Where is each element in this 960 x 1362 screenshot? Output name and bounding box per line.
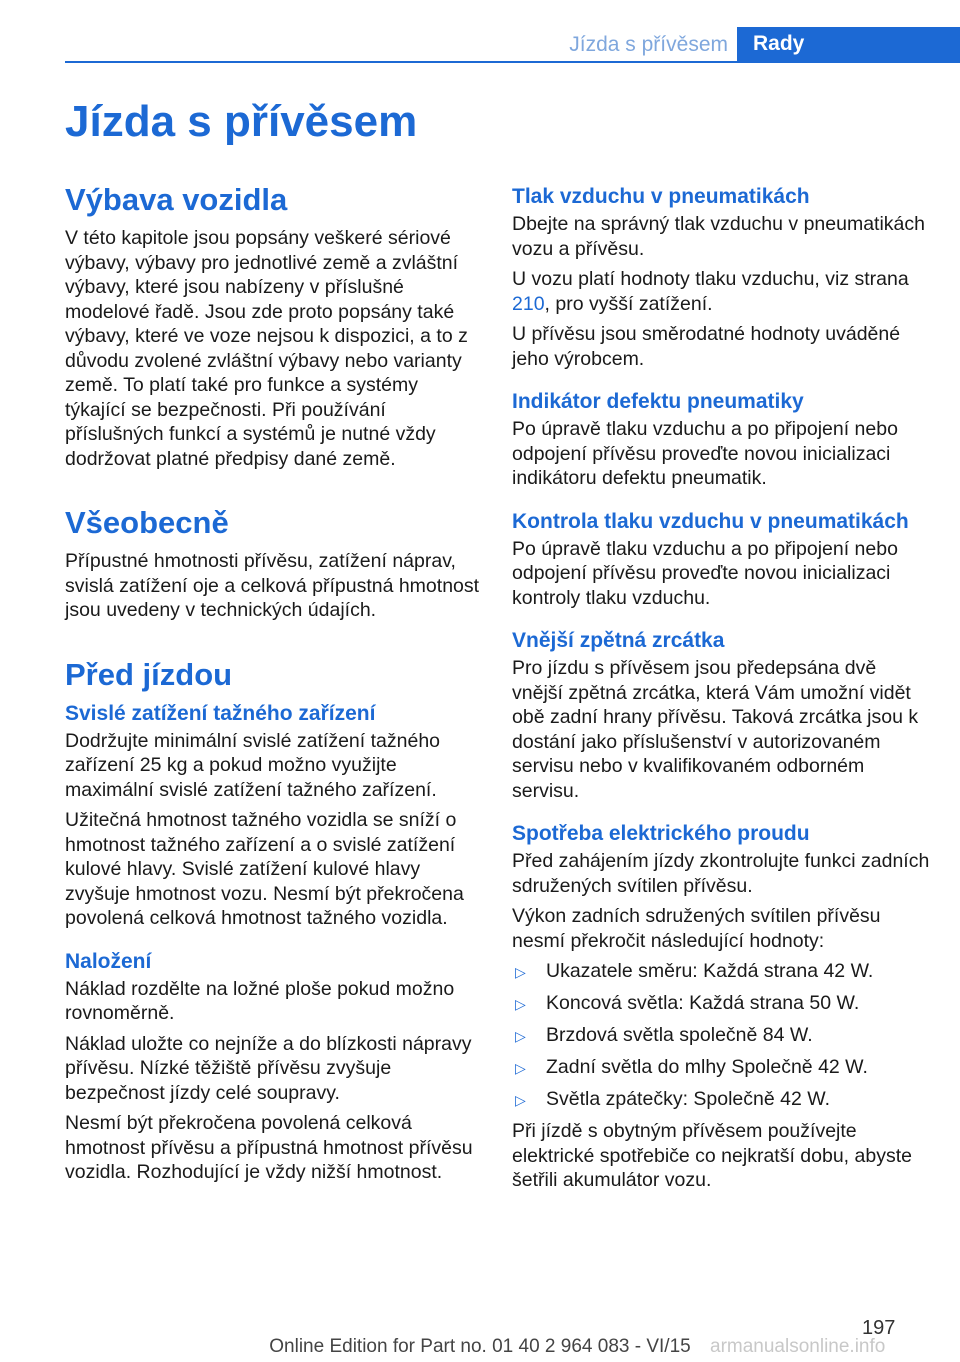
power-limits-list: [512, 959, 930, 1112]
heading-spotreba: Spotřeba elektrického proudu: [512, 822, 810, 845]
list-item-text: Koncová světla: Každá strana 50 W.: [546, 992, 860, 1014]
subsection-svisle-zatizeni: [65, 701, 480, 931]
section-spotreba: [512, 821, 930, 1193]
right-column: [512, 184, 930, 1199]
section-kontrola: [512, 509, 930, 611]
page-reference-link[interactable]: 210: [512, 292, 545, 315]
paragraph: U přívěsu jsou směrodatné hodnoty uváděné jeho výrobcem.: [512, 323, 901, 370]
paragraph: Po úpravě tlaku vzduchu a po připojení nebo odpojení přívěsu proveďte novou inicializaci indikátoru defektu pneumatik.: [512, 418, 898, 489]
header-section-title: Jízda s přívěsem: [569, 33, 728, 56]
list-item-text: Světla zpátečky: Společně 42 W.: [546, 1088, 830, 1110]
left-column: [65, 180, 480, 1191]
header-chapter-tab: Rady: [737, 27, 960, 61]
text: U vozu platí hodnoty tlaku vzduchu, viz strana: [512, 268, 909, 290]
heading-indikator: Indikátor defektu pneumatiky: [512, 390, 804, 413]
list-item-text: Ukazatele směru: Každá strana 42 W.: [546, 960, 874, 982]
list-item: [512, 1087, 930, 1112]
list-item-text: Zadní světla do mlhy Společně 42 W.: [546, 1056, 868, 1078]
paragraph: Před zahájením jízdy zkontrolujte funkci zadních sdružených svítilen přívěsu.: [512, 850, 930, 897]
paragraph: Náklad rozdělte na ložné ploše pokud možno rovnoměrně.: [65, 977, 455, 1024]
triangle-bullet-icon: ▷: [515, 1060, 526, 1076]
triangle-bullet-icon: ▷: [515, 964, 526, 980]
paragraph: Nesmí být překročena povolená celková hmotnost přívěsu a přípustná hmotnost přívěsu vozidla. Rozhodující je vždy nižší hmotnost.: [65, 1112, 473, 1183]
heading-nalozeni: Naložení: [65, 949, 152, 973]
page-number: 197: [862, 1317, 896, 1339]
paragraph: Dbejte na správný tlak vzduchu v pneumatikách vozu a přívěsu.: [512, 213, 925, 260]
list-item: [512, 1055, 930, 1080]
page-title: Jízda s přívěsem: [65, 97, 418, 146]
heading-zrcatka: Vnější zpětná zrcátka: [512, 629, 725, 652]
section-zrcatka: [512, 628, 930, 803]
section-vybava: [65, 180, 480, 471]
list-item: [512, 991, 930, 1016]
section-vseobecne: [65, 503, 480, 623]
paragraph: Při jízdě s obytným přívěsem používejte elektrické spotřebiče co nejkratší dobu, abyste šetřili akumulátor vozu.: [512, 1120, 912, 1191]
heading-vybava: Výbava vozidla: [65, 182, 288, 217]
header-rule: [65, 61, 960, 63]
footer-edition-text: Online Edition for Part no. 01 40 2 964 083 - VI/15: [269, 1336, 691, 1357]
subsection-nalozeni: [65, 949, 480, 1185]
heading-kontrola: Kontrola tlaku vzduchu v pneumatikách: [512, 509, 909, 533]
text-vseobecne: Přípustné hmotnosti přívěsu, zatížení náprav, svislá zatížení oje a celková přípustná hmotnost jsou uvedeny v technických údajích.: [65, 550, 480, 621]
triangle-bullet-icon: ▷: [515, 1092, 526, 1108]
heading-svisle-zatizeni: Svislé zatížení tažného zařízení: [65, 701, 376, 725]
paragraph: Po úpravě tlaku vzduchu a po připojení nebo odpojení přívěsu proveďte novou inicializaci kontroly tlaku vzduchu.: [512, 537, 898, 609]
paragraph: Pro jízdu s přívěsem jsou předepsána dvě vnější zpětná zrcátka, která Vám umožní vidět obě zadní hrany přívěsu. Taková zrcátka jsou k dostání jako příslušenství v autorizovaném servisu nebo v kvalifikovaném odborném servisu.: [512, 657, 919, 802]
heading-tlak: Tlak vzduchu v pneumatikách: [512, 185, 810, 208]
paragraph: Dodržujte minimální svislé zatížení tažného zařízení 25 kg a pokud možno využijte maximální svislé zatížení tažného zařízení.: [65, 729, 441, 801]
text: , pro vyšší zatížení.: [544, 292, 713, 315]
heading-pred-jizdou: Před jízdou: [65, 656, 233, 692]
list-item: [512, 959, 930, 984]
list-item: [512, 1023, 930, 1048]
paragraph: Náklad uložte co nejníže a do blízkosti nápravy přívěsu. Nízké těžiště přívěsu zvyšuje bezpečnost jízdy celé soupravy.: [65, 1032, 472, 1104]
footer: [0, 1336, 960, 1358]
watermark: armanualsonline.info: [710, 1336, 886, 1357]
triangle-bullet-icon: ▷: [515, 1028, 526, 1044]
section-pred-jizdou: [65, 655, 480, 1185]
paragraph: Výkon zadních sdružených svítilen přívěsu nesmí překročit následující hodnoty:: [512, 905, 881, 952]
paragraph: Užitečná hmotnost tažného vozidla se sníží o hmotnost tažného zařízení a o svislé zatížení kulové hlavy. Svislé zatížení kulové hlavy zvyšuje hmotnost vozu. Nesmí být překročena povolená celková hmotnost tažného vozidla.: [65, 809, 464, 929]
section-indikator: [512, 389, 930, 491]
list-item-text: Brzdová světla společně 84 W.: [546, 1024, 813, 1046]
heading-vseobecne: Všeobecně: [65, 505, 229, 540]
section-tlak: [512, 184, 930, 371]
triangle-bullet-icon: ▷: [515, 996, 526, 1012]
paragraph-with-link: [512, 267, 930, 316]
text-vybava: V této kapitole jsou popsány veškeré sériové výbavy, výbavy pro jednotlivé země a zvláštní výbavy, které jsou nabízeny v příslušné modelové řadě. Jsou zde proto popsány také výbavy, které ve voze nejsou k dispozici, a to z důvodu zvolené zvláštní výbavy nebo varianty země. To platí také pro funkce a systémy týkající se bezpečnosti. Při používání příslušných funkcí a systémů je nutné vždy dodržovat platné předpisy dané země.: [65, 227, 468, 470]
